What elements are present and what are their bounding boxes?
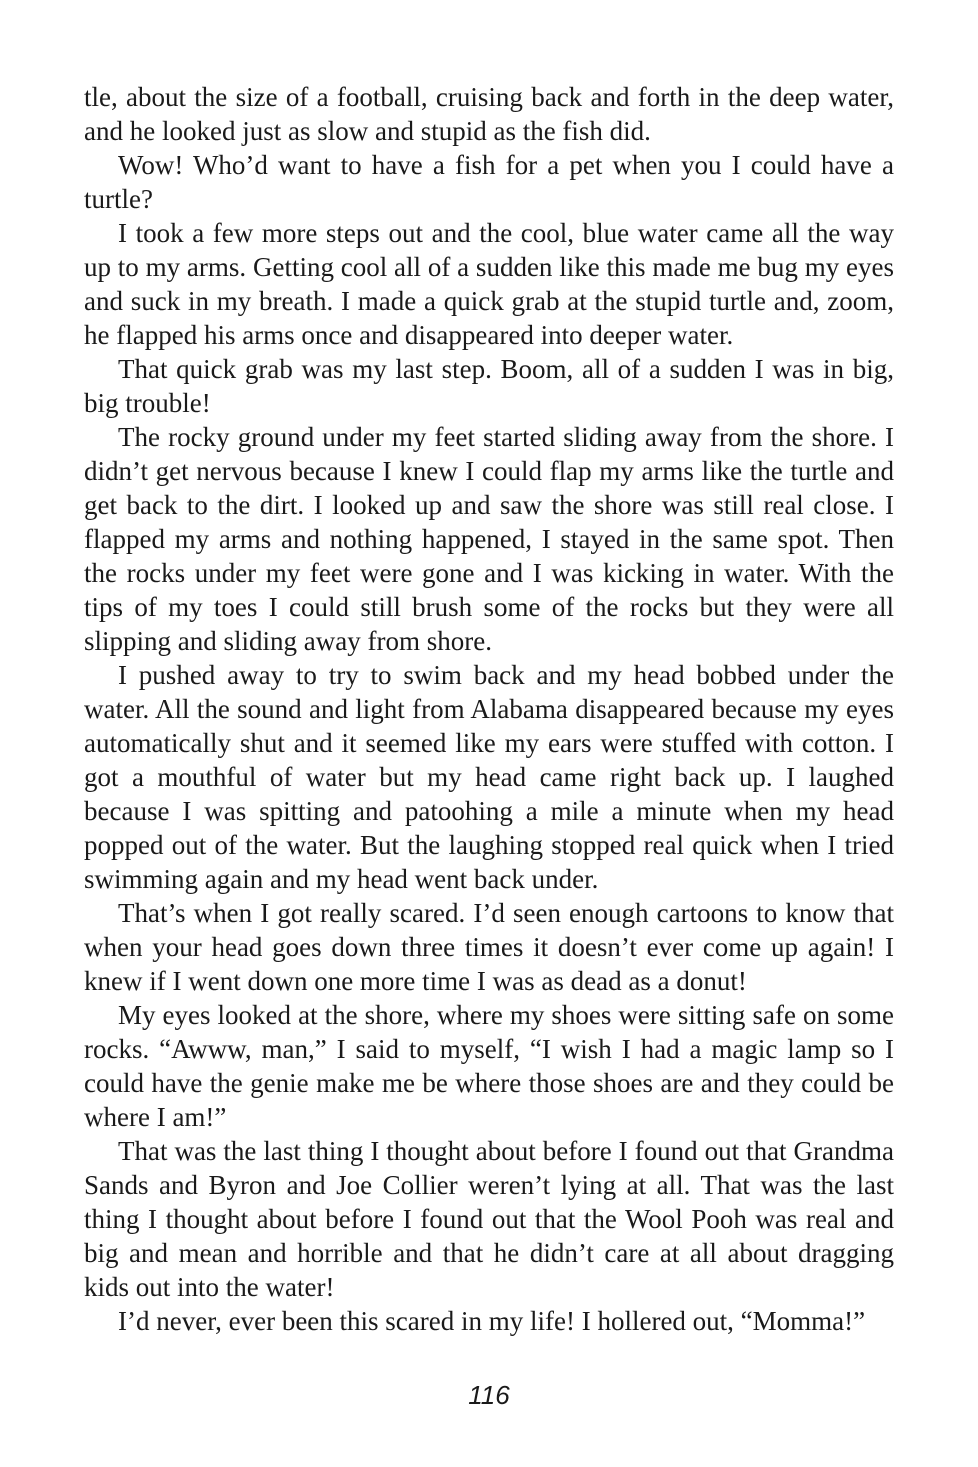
paragraph: I took a few more steps out and the cool, blue water came all the way up to my arms. Getting cool all of a sudden like this made me bug my eyes and suck in my breath. I made a quick grab at the stupid turtle and, zoom, he flapped his arms once and disappeared into deeper water. <box>84 218 894 350</box>
page-number: 116 <box>468 1380 510 1410</box>
paragraph: tle, about the size of a football, cruising back and forth in the deep water, and he looked just as slow and stupid as the fish did. <box>84 82 894 146</box>
paragraph: Wow! Who’d want to have a fish for a pet when you I could have a turtle? <box>84 150 894 214</box>
paragraph: The rocky ground under my feet started sliding away from the shore. I didn’t get nervous because I knew I could flap my arms like the turtle and get back to the dirt. I looked up and saw the shore was still real close. I flapped my arms and nothing happened, I stayed in the same spot. Then the rocks under my feet were gone and I was kicking in water. With the tips of my toes I could still brush some of the rocks but they were all slipping and sliding away from shore. <box>84 422 894 656</box>
book-page-text <box>84 80 894 1338</box>
paragraph: That quick grab was my last step. Boom, all of a sudden I was in big, big trouble! <box>84 354 894 418</box>
paragraph: That was the last thing I thought about before I found out that Grandma Sands and Byron and Joe Collier weren’t lying at all. That was the last thing I thought about before I found out that the Wool Pooh was real and big and mean and horrible and that he didn’t care at all about dragging kids out into the water! <box>84 1136 894 1302</box>
paragraph: I’d never, ever been this scared in my life! I hollered out, “Momma!” <box>118 1306 866 1336</box>
paragraph: My eyes looked at the shore, where my shoes were sitting safe on some rocks. “Awww, man,” I said to myself, “I wish I had a magic lamp so I could have the genie make me be where those shoes are and they could be where I am!” <box>84 1000 894 1132</box>
paragraph: That’s when I got really scared. I’d seen enough cartoons to know that when your head goes down three times it doesn’t ever come up again! I knew if I went down one more time I was as dead as a donut! <box>84 898 894 996</box>
paragraph: I pushed away to try to swim back and my head bobbed under the water. All the sound and light from Alabama disappeared because my eyes automatically shut and it seemed like my ears were stuffed with cotton. I got a mouthful of water but my head came right back up. I laughed because I was spitting and patoohing a mile a minute when my head popped out of the water. But the laughing stopped real quick when I tried swimming again and my head went back under. <box>84 660 894 894</box>
